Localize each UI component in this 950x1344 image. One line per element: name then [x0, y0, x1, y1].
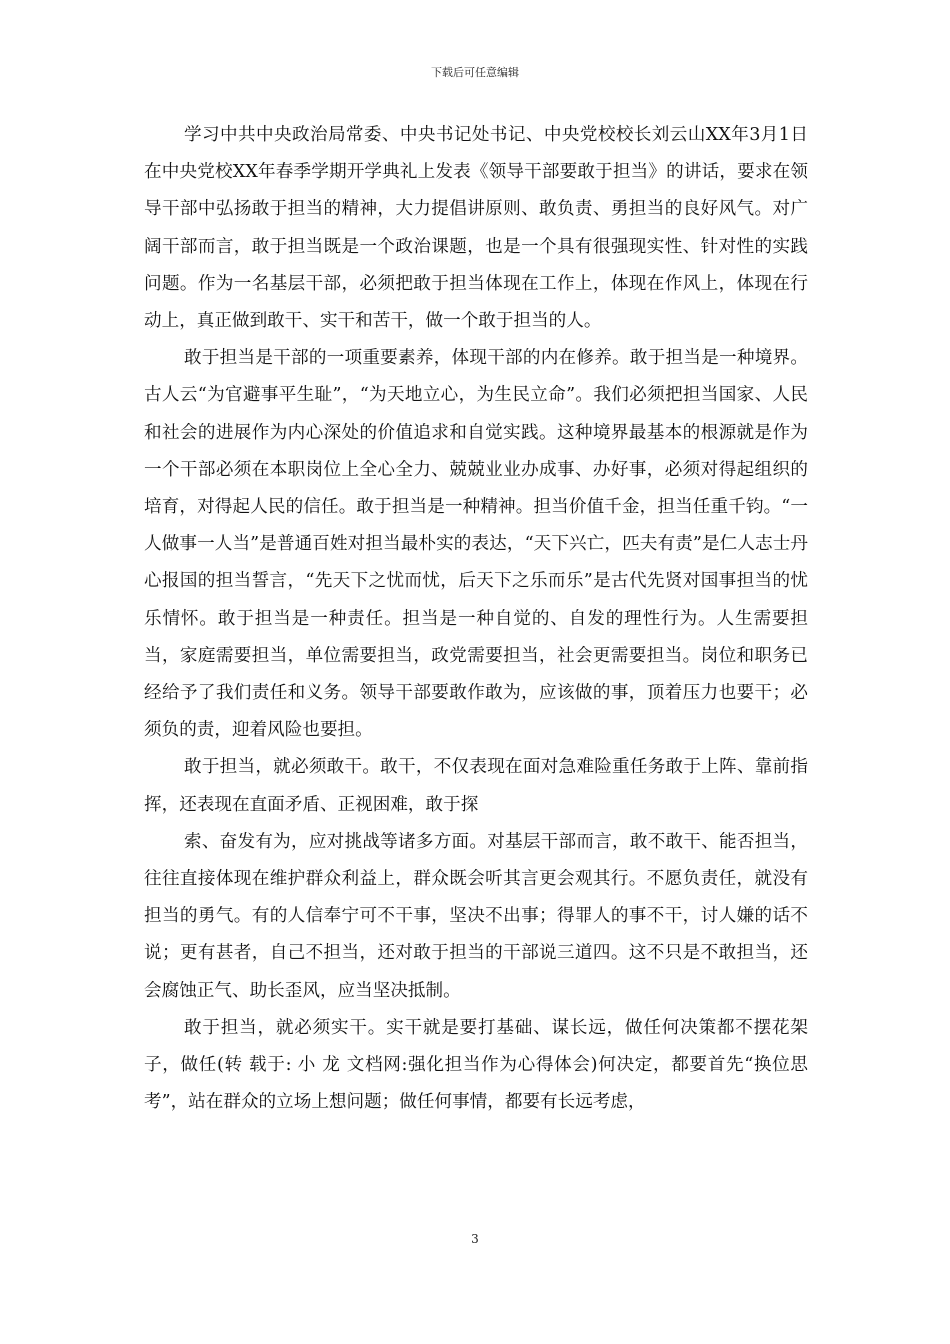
paragraph-2: 敢于担当是干部的一项重要素养，体现干部的内在修养。敢于担当是一种境界。古人云“为官避事平生耻”，“为天地立心，为生民立命”。我们必须把担当国家、人民和社会的进展作为内心深处的价值追求和自觉实践。这种境界最基本的根源就是作为一个干部必须在本职岗位上全心全力、兢兢业业办成事、办好事，必须对得起组织的培育，对得起人民的信任。敢于担当是一种精神。担当价值千金，担当任重千钧。“一人做事一人当”是普通百姓对担当最朴实的表达，“天下兴亡，匹夫有责”是仁人志士丹心报国的担当誓言，“先天下之忧而忧，后天下之乐而乐”是古代先贤对国事担当的忧乐情怀。敢于担当是一种责任。担当是一种自觉的、自发的理性行为。人生需要担当，家庭需要担当，单位需要担当，政党需要担当，社会更需要担当。岗位和职务已经给予了我们责任和义务。领导干部要敢作敢为，应该做的事，顶着压力也要干；必须负的责，迎着风险也要担。	[144, 348, 808, 741]
paragraph-1: 学习中共中央政治局常委、中央书记处书记、中央党校校长刘云山XX年3月1日在中央党校XX年春季学期开学典礼上发表《领导干部要敢于担当》的讲话，要求在领导干部中弘扬敢于担当的精神，大力提倡讲原则、敢负责、勇担当的良好风气。对广阔干部而言，敢于担当既是一个政治课题，也是一个具有很强现实性、针对性的实践问题。作为一名基层干部，必须把敢于担当体现在工作上，体现在作风上，体现在行动上，真正做到敢干、实干和苦干，做一个敢于担当的人。	[144, 125, 808, 332]
paragraph-5: 敢于担当，就必须实干。实干就是要打基础、谋长远，做任何决策都不摆花架子，做任(转 载于: 小 龙 文档网:强化担当作为心得体会)何决定，都要首先“换位思考”，站在群众的立场上想问题；做任何事情，都要有长远考虑，	[144, 1017, 808, 1113]
page-number: 3	[471, 1232, 479, 1246]
paragraph-4: 索、奋发有为，应对挑战等诸多方面。对基层干部而言，敢不敢干、能否担当，往往直接体现在维护群众利益上，群众既会听其言更会观其行。不愿负责任，就没有担当的勇气。有的人信奉宁可不干事，坚决不出事；得罪人的事不干，讨人嫌的话不说；更有甚者，自己不担当，还对敢于担当的干部说三道四。这不只是不敢担当，还会腐蚀正气、助长歪风，应当坚决抵制。	[144, 831, 808, 1001]
paragraph-3: 敢于担当，就必须敢干。敢干，不仅表现在面对急难险重任务敢于上阵、靠前指挥，还表现在直面矛盾、正视困难，敢于探	[144, 757, 808, 815]
page-header: 下载后可任意编辑	[431, 66, 519, 79]
document-body	[144, 117, 808, 1121]
